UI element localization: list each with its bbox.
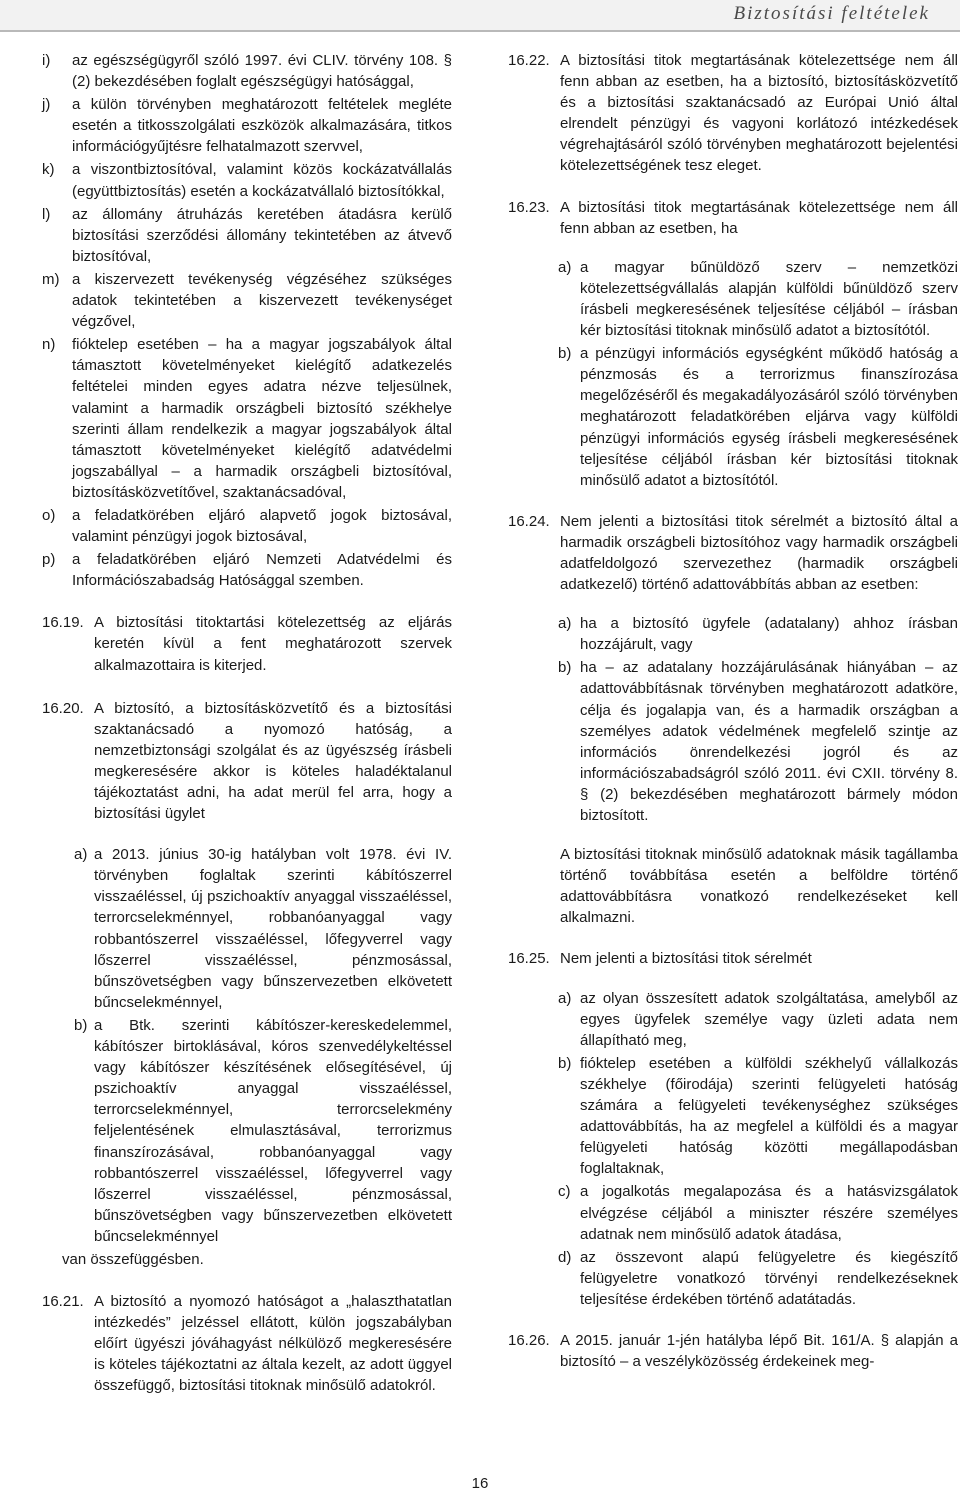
section-number: 16.26. bbox=[508, 1331, 550, 1349]
header-rule bbox=[0, 30, 960, 32]
section-16-25-sublist bbox=[508, 988, 958, 1310]
section-number: 16.19. bbox=[42, 614, 84, 632]
section-16-23 bbox=[508, 197, 958, 239]
section-16-23-sublist bbox=[508, 257, 958, 491]
item-text: az állomány átruházás keretében átadásra kerülő biztosítási szerződési állomány tekintetében az átvevő biztosítóval, bbox=[72, 205, 452, 265]
section-16-19 bbox=[42, 612, 452, 675]
list-item bbox=[558, 343, 958, 491]
list-item bbox=[558, 1247, 958, 1310]
section-text: A biztosító, a biztosításközvetítő és a biztosítási szaktanácsadó a nyomozó hatóság, a nemzetbiztonsági szolgálat és az ügyészség írásbeli megkeresésére akkor is köteles haladéktalanul tájékoztatást adni, ha adat merül fel arra, hogy a biztosítási ügylet bbox=[94, 699, 452, 823]
item-text: a feladatkörében eljáró alapvető jogok biztosával, valamint pénzügyi jogok biztosával, bbox=[72, 506, 452, 546]
item-label: b) bbox=[558, 345, 572, 363]
item-text: a kiszervezett tevékenység végzéséhez szükséges adatok tekintetében a kiszervezett tevékenységet végzővel, bbox=[72, 270, 452, 331]
list-item bbox=[42, 50, 452, 92]
item-label: p) bbox=[42, 551, 56, 569]
item-text: fióktelep esetében – ha a magyar jogszabályok által támasztott követelményeket kielégítő adatkezelés feltételei minden egyes adatra nézve teljesülnek, valamint a harmadik országbeli biztosító székhelye szerinti állam rendelkezik a magyar jogszabályok által támasztott követelményeket kielégítő adatvédelmi jogszabállyal – a harmadik országbeli biztosítóval, biztosításközvetítővel, szaktanácsadóval, bbox=[72, 336, 452, 501]
section-text: A biztosítási titoktartási kötelezettség az eljárás keretén kívül a fent meghatározott szervek alkalmazottaira is kiterjed. bbox=[94, 614, 452, 674]
page-number: 16 bbox=[471, 1475, 489, 1492]
item-label: c) bbox=[558, 1183, 571, 1201]
item-label: b) bbox=[558, 1054, 572, 1072]
section-16-22 bbox=[508, 50, 958, 177]
item-label: j) bbox=[42, 96, 51, 114]
item-text: az olyan összesített adatok szolgáltatása, amelyből az egyes ügyfelek személye vagy üzleti adata nem állapítható meg, bbox=[580, 989, 958, 1049]
section-16-20 bbox=[42, 698, 452, 825]
list-item bbox=[42, 549, 452, 591]
list-item bbox=[42, 159, 452, 201]
right-column bbox=[508, 50, 958, 1372]
item-text: a külön törvényben meghatározott feltételek megléte esetén a titkosszolgálati eszközök alkalmazására, titkos információgyűjtésre felhatalmazott szervvel, bbox=[72, 96, 452, 156]
list-item bbox=[74, 1015, 452, 1247]
item-label: a) bbox=[558, 989, 572, 1007]
item-label: k) bbox=[42, 161, 55, 179]
item-label: o) bbox=[42, 506, 56, 524]
item-text: ha a biztosító ügyfele (adatalany) ahhoz írásban hozzájárult, vagy bbox=[580, 615, 958, 654]
section-16-21 bbox=[42, 1291, 452, 1396]
item-label: b) bbox=[74, 1016, 88, 1034]
item-label: m) bbox=[42, 270, 60, 288]
item-label: d) bbox=[558, 1248, 572, 1266]
item-label: n) bbox=[42, 336, 56, 354]
section-number: 16.23. bbox=[508, 198, 550, 216]
item-text: a Btk. szerinti kábítószer-kereskedelemmel, kábítószer birtoklásával, kóros szenvedélykeltéssel vagy kábítószer készítésének elősegítésével, új pszichoaktív anyaggal visszaéléssel, terrorcselekménnyel, terrorcselekmény feljelentésének elmulasztásával, terrorizmus finanszírozásával, robbanóanyaggal vagy robbantószerrel visszaéléssel, lőfegyverrel vagy lőszerrel visszaéléssel, pénzmosással, bűnszövetségben vagy bűnszervezetben elkövetett bűncselekménnyel bbox=[94, 1016, 452, 1245]
item-label: a) bbox=[558, 615, 572, 633]
list-item bbox=[558, 1181, 958, 1244]
section-number: 16.24. bbox=[508, 512, 550, 530]
section-number: 16.21. bbox=[42, 1293, 84, 1311]
section-16-26 bbox=[508, 1330, 958, 1372]
section-text: Nem jelenti a biztosítási titok sérelmét a biztosító által a harmadik országbeli biztosítóhoz vagy harmadik országbeli adatfeldolgozó szervezethez (harmadik országbeli adatkezelő) történő adattovábbítás abban az esetben: bbox=[560, 512, 958, 594]
list-item bbox=[558, 613, 958, 655]
section-16-24-after: A biztosítási titoknak minősülő adatoknak másik tagállamba történő továbbítása esetén a belföldre történő adattovábbításra vonatkozó rendelkezéseket kell alkalmazni. bbox=[560, 846, 958, 927]
section-text: A 2015. január 1-jén hatályba lépő Bit. 161/A. § alapján a biztosító – a veszélyközösség érdekeinek meg- bbox=[560, 1331, 958, 1371]
item-label: b) bbox=[558, 659, 572, 677]
item-text: ha – az adatalany hozzájárulásának hiányában – az adattovábbításnak törvényben meghatározott adatköre, célja és jogalapja van, és a harmadik országban a személyes adatok védelmének megfelelő szintje az információs önrendelkezési jogról és az információszabadságról szóló 2011. évi CXII. törvény 8. § (2) bekezdésében meghatározott bármely módon biztosított. bbox=[580, 659, 958, 824]
item-label: i) bbox=[42, 52, 51, 69]
section-number: 16.25. bbox=[508, 950, 550, 968]
item-text: az egészségügyről szóló 1997. évi CLIV. törvény 108. § (2) bekezdésében foglalt egészségügyi hatósággal, bbox=[72, 52, 452, 91]
list-item bbox=[42, 94, 452, 157]
section-16-25 bbox=[508, 948, 958, 969]
item-label: l) bbox=[42, 205, 51, 223]
list-item bbox=[558, 988, 958, 1051]
section-text: A biztosítási titok megtartásának kötelezettsége nem áll fenn abban az esetben, ha a biztosító, biztosításközvetítő és a biztosítási szaktanácsadó az Európai Unió által elrendelt pénzügyi és vagyoni korlátozó intézkedések végrehajtásáról szóló törvényben meghatározott bejelentési kötelezettségének tesz eleget. bbox=[560, 52, 958, 175]
section-16-20-tail: van összefüggésben. bbox=[62, 1250, 204, 1268]
list-item bbox=[42, 505, 452, 547]
item-text: a viszontbiztosítóval, valamint közös kockázatvállalás (együttbiztosítás) esetén a kockázatvállaló biztosítókkal, bbox=[72, 161, 452, 200]
section-text: Nem jelenti a biztosítási titok sérelmét bbox=[560, 950, 812, 968]
item-text: a feladatkörében eljáró Nemzeti Adatvédelmi és Információszabadság Hatósággal szemben. bbox=[72, 551, 452, 590]
list-item bbox=[42, 204, 452, 267]
item-text: fióktelep esetében a külföldi székhelyű vállalkozás székhelye (főirodája) szerinti felügyeleti hatóság számára a felügyeleti tevékenységhez szükséges adattovábbítás, ha az megfelel a külföldi és a magyar felügyeleti hatóság közötti megállapodásban foglaltaknak, bbox=[580, 1054, 958, 1178]
list-item bbox=[42, 334, 452, 503]
list-item bbox=[42, 269, 452, 332]
list-item bbox=[558, 1053, 958, 1180]
section-number: 16.22. bbox=[508, 52, 550, 69]
list-item bbox=[558, 257, 958, 341]
list-item bbox=[74, 844, 452, 1013]
item-text: a pénzügyi információs egységként működő hatóság a pénzmosás és a terrorizmus finanszírozása megelőzéséről és megakadályozásáról szóló törvényben meghatározott feladatkörében eljárva vagy külföldi pénzügyi információs egység írásbeli megkeresésének teljesítése céljából írásban kér biztosítási titoknak minősülő adatot a biztosítótól. bbox=[580, 345, 958, 489]
section-16-24-sublist bbox=[508, 613, 958, 826]
running-header-title: Biztosítási feltételek bbox=[733, 3, 930, 24]
item-text: az összevont alapú felügyeletre és kiegészítő felügyeletre vonatkozó törvényi rendelkezéseknek teljesítése érdekében történő adatátadás. bbox=[580, 1248, 958, 1308]
item-text: a jogalkotás megalapozása és a hatásvizsgálatok elvégzése céljából a miniszter részére személyes adatnak nem minősülő adatok átadása, bbox=[580, 1183, 958, 1243]
left-column bbox=[42, 50, 452, 1397]
item-text: a 2013. június 30-ig hatályban volt 1978. évi IV. törvényben foglaltak szerinti kábítószerrel visszaéléssel, új pszichoaktív anyaggal visszaéléssel, terrorcselekménnyel, robbanóanyaggal vagy robbantószerrel visszaéléssel, lőfegyverrel vagy lőszerrel visszaéléssel, pénzmosással, bűnszövetségben vagy bűnszervezetben elkövetett bűncselekménnyel, bbox=[94, 846, 452, 1011]
section-16-20-sublist bbox=[42, 844, 452, 1247]
item-label: a) bbox=[74, 846, 88, 864]
item-text: a magyar bűnüldöző szerv – nemzetközi kötelezettségvállalás alapján külföldi bűnüldöző szerv írásbeli megkeresésének teljesítése céljából – írásban kér biztosítási titoknak minősülő adatot a biztosítótól. bbox=[580, 258, 958, 340]
list-item bbox=[558, 657, 958, 826]
item-label: a) bbox=[558, 258, 572, 276]
section-16-24 bbox=[508, 511, 958, 595]
section-text: A biztosítási titok megtartásának kötelezettsége nem áll fenn abban az esetben, ha bbox=[560, 198, 958, 237]
section-number: 16.20. bbox=[42, 699, 84, 717]
section-text: A biztosító a nyomozó hatóságot a „halaszthatatlan intézkedés” jelzéssel ellátott, külön jogszabályban előírt ügyészi jóváhagyást nélkülöző megkeresésére is köteles tájékoztatni az általa kezelt, az adott üggyel összefüggő, biztosítási titoknak minősülő adatokról. bbox=[94, 1293, 452, 1395]
